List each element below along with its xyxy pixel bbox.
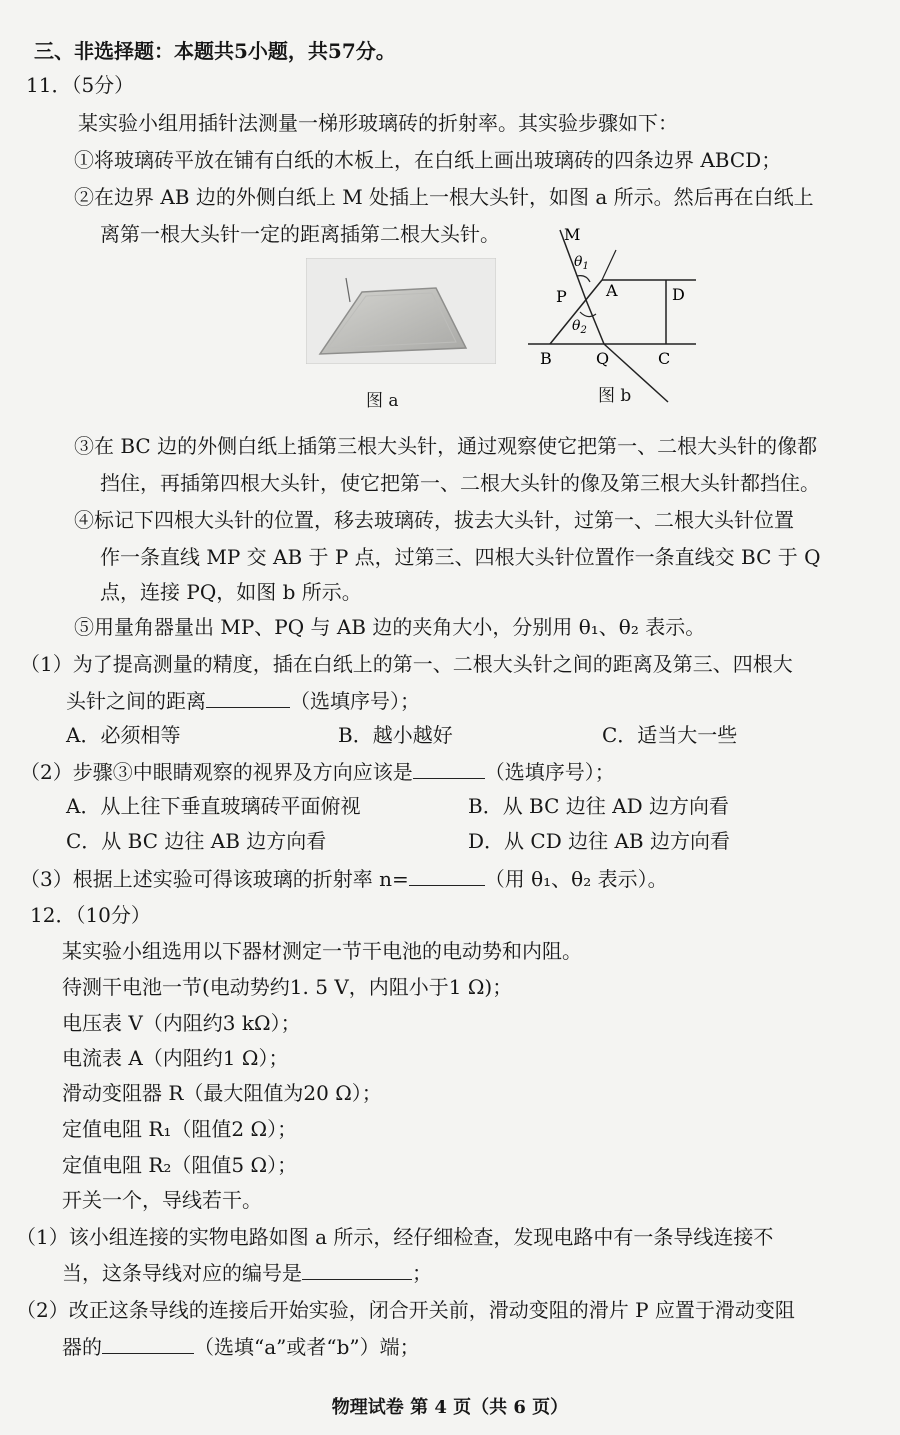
q11-sub3-text: （3）根据上述实验可得该玻璃的折射率 n= (20, 867, 409, 891)
q11-step5: ⑤用量角器量出 MP、PQ 与 AB 边的夹角大小，分别用 θ₁、θ₂ 表示。 (74, 615, 706, 639)
q11-sub2-text: （2）步骤③中眼睛观察的视界及方向应该是 (20, 760, 413, 784)
figure-a-caption: 图 a (366, 391, 399, 411)
figure-a-photo (306, 258, 496, 364)
q11-sub2 (20, 759, 615, 785)
q11-step4-line2: 作一条直线 MP 交 AB 于 P 点，过第三、四根大头针位置作一条直线交 BC 于 Q (100, 545, 821, 569)
label-a: A (606, 281, 618, 300)
answer-blank-q11-3[interactable] (409, 867, 485, 886)
figure-b-caption: 图 b (598, 386, 632, 406)
figure-b-diagram (520, 220, 720, 410)
label-p: P (556, 287, 567, 306)
q11-step4-line1: ④标记下四根大头针的位置，移去玻璃砖，拔去大头针，过第一、二根大头针位置 (74, 508, 794, 532)
q12-sub1-line2 (62, 1260, 432, 1286)
q12-item-battery: 待测干电池一节(电动势约1. 5 V，内阻小于1 Ω)； (62, 975, 513, 999)
q11-sub2-option-b: B．从 BC 边往 AD 边方向看 (468, 794, 729, 818)
label-c: C (658, 349, 671, 368)
q12-item-voltmeter: 电压表 V（内阻约3 kΩ）； (62, 1011, 301, 1035)
theta2-arc (580, 312, 596, 317)
q11-sub2-hint: （选填序号）； (484, 760, 615, 784)
q12-sub2-hint: （选填“a”或者“b”）端； (194, 1335, 420, 1359)
page-footer: 物理试卷 第 4 页（共 6 页） (331, 1397, 569, 1418)
ray-pq (586, 300, 604, 344)
q11-step3-line2: 挡住，再插第四根大头针，使它把第一、二根大头针的像及第三根大头针都挡住。 (100, 471, 820, 495)
section-title: 三、非选择题：本题共5小题，共57分。 (34, 39, 396, 63)
q12-header: 12．（10分） (30, 903, 151, 927)
q12-item-rheostat: 滑动变阻器 R（最大阻值为20 Ω）； (62, 1081, 382, 1105)
q12-item-ammeter: 电流表 A（内阻约1 Ω）； (62, 1046, 289, 1070)
q12-item-r2: 定值电阻 R₂（阻值5 Ω）； (62, 1153, 298, 1177)
figure-a (306, 258, 496, 364)
label-b: B (540, 349, 552, 368)
q11-sub1-option-b: B．越小越好 (338, 723, 453, 747)
q11-step4-line3: 点，连接 PQ，如图 b 所示。 (100, 580, 362, 604)
q11-sub1-line2 (66, 688, 420, 714)
q11-sub3-hint: （用 θ₁、θ₂ 表示）。 (484, 867, 668, 891)
answer-blank-q12-2[interactable] (102, 1335, 194, 1354)
q12-sub1-text: 当，这条导线对应的编号是 (62, 1261, 302, 1285)
q12-item-r1: 定值电阻 R₁（阻值2 Ω）； (62, 1117, 298, 1141)
q11-sub2-option-d: D．从 CD 边往 AB 边方向看 (468, 829, 730, 853)
q12-sub1-line1: （1）该小组连接的实物电路如图 a 所示，经仔细检查，发现电路中有一条导线连接不 (16, 1225, 774, 1249)
q11-sub1-option-a: A．必须相等 (66, 723, 181, 747)
q11-sub1-hint: （选填序号）； (290, 689, 420, 713)
q11-step1: ①将玻璃砖平放在铺有白纸的木板上，在白纸上画出玻璃砖的四条边界 ABCD； (74, 148, 782, 172)
q12-sub1-hint: ； (412, 1261, 432, 1285)
q12-sub2-text: 器的 (62, 1335, 102, 1359)
q11-step2-line1: ②在边界 AB 边的外侧白纸上 M 处插上一根大头针，如图 a 所示。然后再在白纸上 (74, 185, 814, 209)
q11-sub1-option-c: C．适当大一些 (602, 723, 738, 747)
q11-sub3 (20, 866, 668, 892)
q11-step2-line2: 离第一根大头针一定的距离插第二根大头针。 (100, 222, 500, 246)
answer-blank-q12-1[interactable] (302, 1261, 412, 1280)
label-theta2: $\theta_2$ (572, 318, 587, 336)
q11-sub1-text: 头针之间的距离 (66, 689, 206, 713)
label-m: M (564, 225, 581, 244)
q11-header: 11．（5分） (26, 73, 135, 97)
q12-sub2-line2 (62, 1334, 420, 1360)
q12-item-switch: 开关一个，导线若干。 (62, 1188, 262, 1212)
q11-sub2-option-a: A．从上往下垂直玻璃砖平面俯视 (66, 794, 361, 818)
q12-intro: 某实验小组选用以下器材测定一节干电池的电动势和内阻。 (62, 939, 582, 963)
label-d: D (672, 285, 685, 304)
figure-b (520, 220, 720, 410)
q11-sub2-option-c: C．从 BC 边往 AB 边方向看 (66, 829, 327, 853)
label-theta1: $\theta_1$ (574, 254, 589, 272)
q11-intro: 某实验小组用插针法测量一梯形玻璃砖的折射率。其实验步骤如下： (78, 111, 678, 135)
q11-step3-line1: ③在 BC 边的外侧白纸上插第三根大头针，通过观察使它把第一、二根大头针的像都 (74, 434, 818, 458)
answer-blank-q11-2[interactable] (413, 760, 485, 779)
label-q: Q (596, 349, 610, 368)
edge-ab-extension (602, 250, 616, 280)
answer-blank-q11-1[interactable] (206, 689, 290, 708)
q11-sub1-line1: （1）为了提高测量的精度，插在白纸上的第一、二根大头针之间的距离及第三、四根大 (20, 652, 793, 676)
q12-sub2-line1: （2）改正这条导线的连接后开始实验，闭合开关前，滑动变阻的滑片 P 应置于滑动变阻 (16, 1298, 795, 1322)
